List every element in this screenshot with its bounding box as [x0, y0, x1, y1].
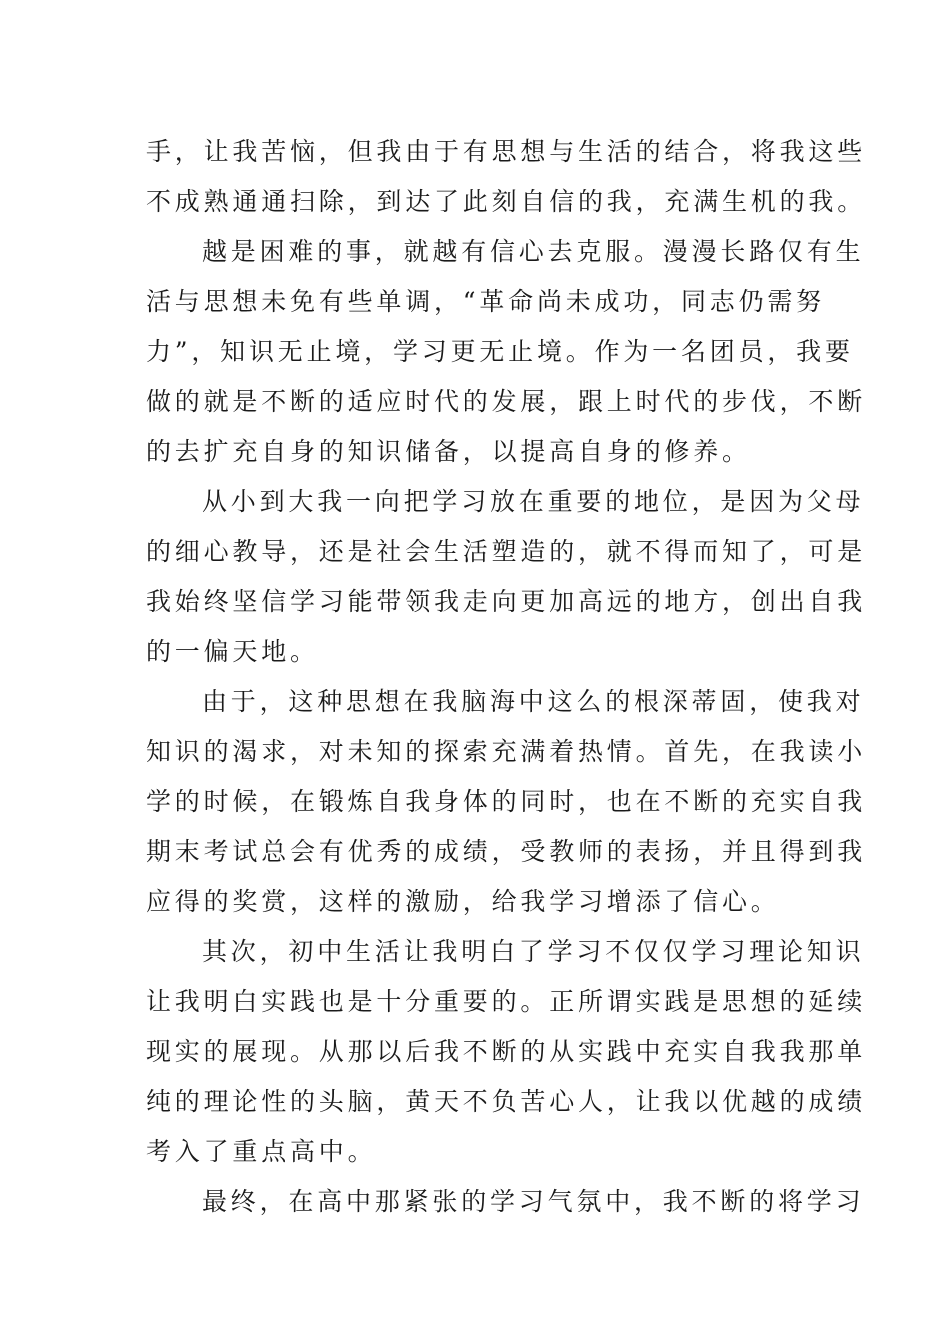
text-line: 的去扩充自身的知识储备，以提高自身的修养。: [146, 437, 751, 466]
text-line: 让我明白实践也是十分重要的。正所谓实践是思想的延续: [146, 987, 867, 1016]
text-line: 从小到大我一向把学习放在重要的地位，是因为父母: [202, 487, 865, 516]
text-line: 其次，初中生活让我明白了学习不仅仅学习理论知识: [202, 937, 865, 966]
text-line: 期末考试总会有优秀的成绩，受教师的表扬，并且得到我: [146, 837, 867, 866]
text-line: 现实的展现。从那以后我不断的从实践中充实自我我那单: [146, 1037, 867, 1066]
text-line: 应得的奖赏，这样的激励，给我学习增添了信心。: [146, 887, 780, 916]
text-line: 考入了重点高中。: [146, 1137, 377, 1166]
text-line: 最终，在高中那紧张的学习气氛中，我不断的将学习: [202, 1187, 865, 1216]
text-line: 越是困难的事，就越有信心去克服。漫漫长路仅有生: [202, 237, 865, 266]
text-line: 力”，知识无止境，学习更无止境。作为一名团员，我要: [146, 337, 854, 366]
text-line: 手，让我苦恼，但我由于有思想与生活的结合，将我这些: [146, 137, 867, 166]
text-line: 学的时候，在锻炼自我身体的同时，也在不断的充实自我: [146, 787, 867, 816]
text-line: 由于，这种思想在我脑海中这么的根深蒂固，使我对: [202, 687, 865, 716]
text-line: 纯的理论性的头脑，黄天不负苦心人，让我以优越的成绩: [146, 1087, 867, 1116]
body-text: [146, 127, 867, 1227]
text-line: 活与思想未免有些单调，“革命尚未成功，同志仍需努: [146, 287, 825, 316]
text-line: 不成熟通通扫除，到达了此刻自信的我，充满生机的我。: [146, 187, 867, 216]
text-line: 我始终坚信学习能带领我走向更加高远的地方，创出自我: [146, 587, 867, 616]
text-line: 的细心教导，还是社会生活塑造的，就不得而知了，可是: [146, 537, 867, 566]
text-line: 做的就是不断的适应时代的发展，跟上时代的步伐，不断: [146, 387, 867, 416]
text-line: 的一偏天地。: [146, 637, 319, 666]
text-line: 知识的渴求，对未知的探索充满着热情。首先，在我读小: [146, 737, 867, 766]
